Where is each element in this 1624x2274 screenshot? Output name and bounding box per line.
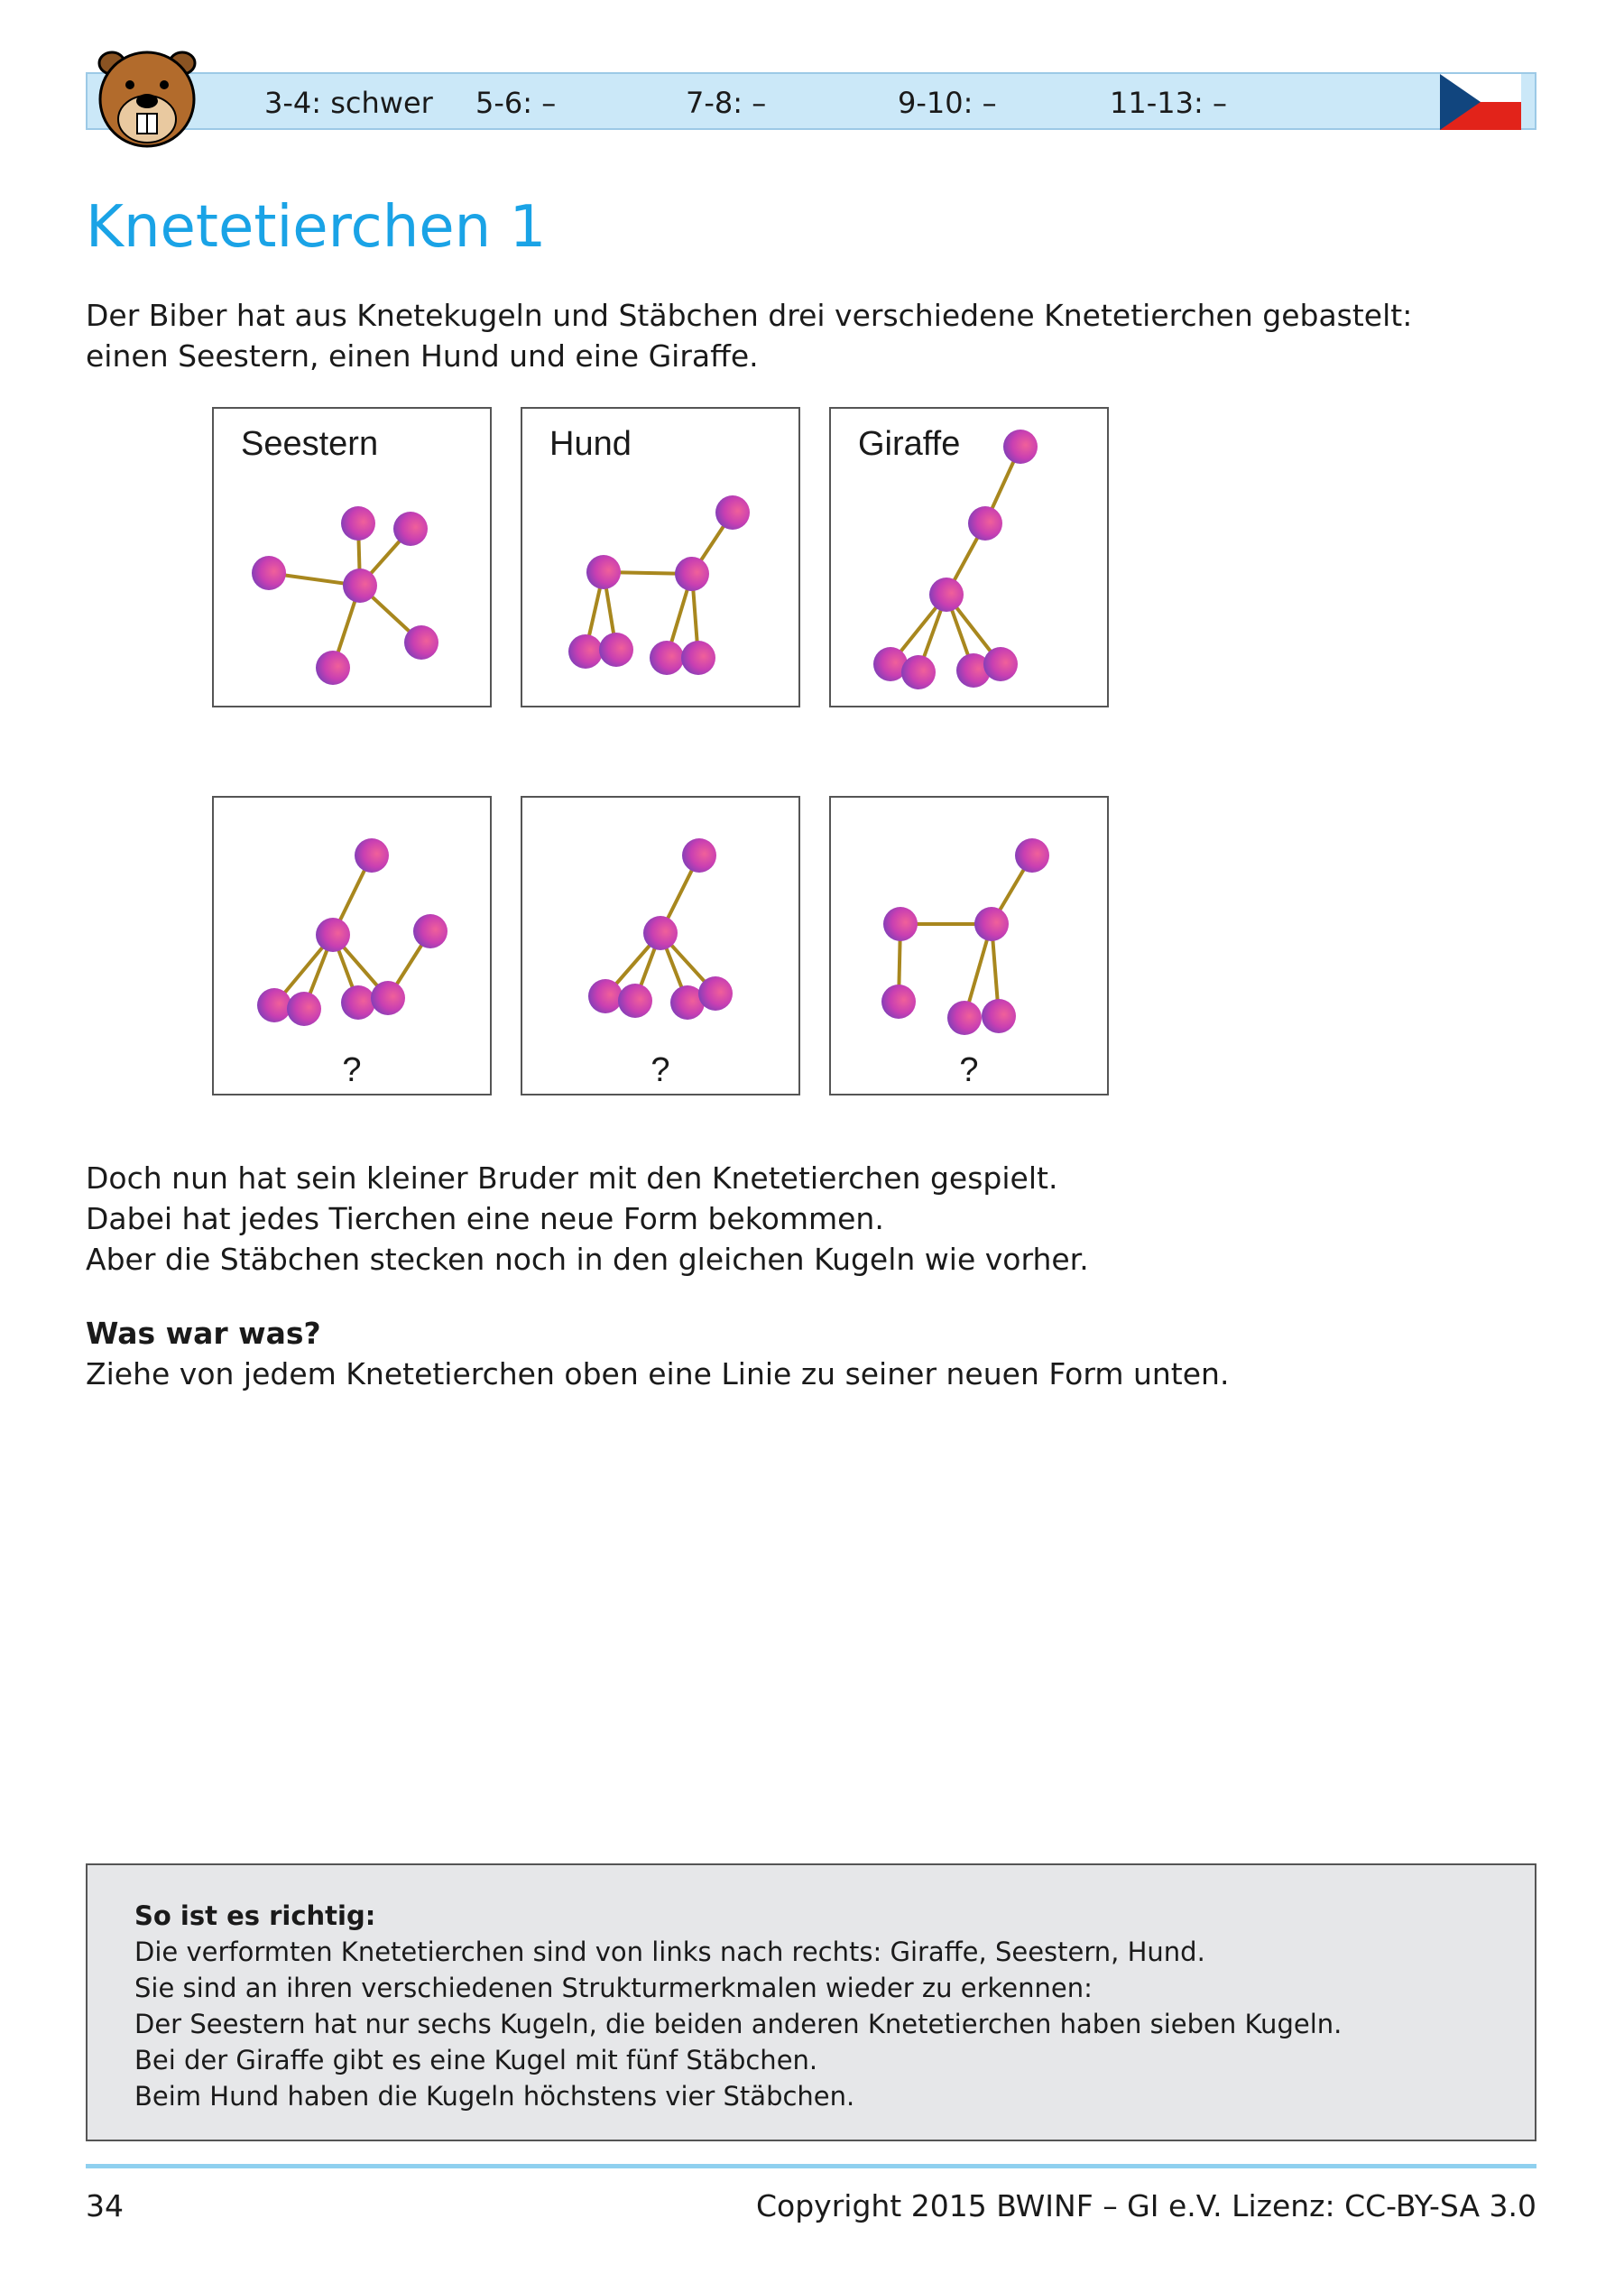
- question-heading: Was war was?: [86, 1316, 321, 1351]
- clay-ball: [650, 641, 684, 675]
- answer-line: Die verformten Knetetierchen sind von links nach rechts: Giraffe, Seestern, Hund.: [134, 1937, 1205, 1967]
- question-instruction: Ziehe von jedem Knetetierchen oben eine Linie zu seiner neuen Form unten.: [86, 1356, 1230, 1391]
- clay-ball: [371, 981, 405, 1015]
- clay-ball: [675, 557, 709, 591]
- intro-text: [86, 295, 1412, 376]
- answer-line: Der Seestern hat nur sechs Kugeln, die beiden anderen Knetetierchen haben sieben Kugeln.: [134, 2009, 1343, 2039]
- age-group-9-10: 9-10: –: [898, 86, 997, 120]
- clay-ball: [715, 495, 750, 530]
- clay-ball: [586, 555, 621, 589]
- clay-ball: [393, 512, 428, 546]
- clay-ball: [883, 907, 918, 941]
- age-group-5-6: 5-6: –: [475, 86, 557, 120]
- figure-unknown-1: [214, 798, 490, 1094]
- clay-ball: [982, 999, 1016, 1033]
- clay-ball: [682, 838, 716, 873]
- age-group-7-8: 7-8: –: [686, 86, 767, 120]
- question-mark: ?: [651, 1051, 670, 1089]
- clay-ball: [968, 506, 1002, 541]
- question-mark: ?: [959, 1051, 979, 1089]
- clay-ball: [287, 992, 321, 1026]
- panel-unknown-3: [829, 796, 1109, 1095]
- answer-heading: So ist es richtig:: [134, 1900, 376, 1931]
- question-block: [86, 1313, 1229, 1394]
- figure-hund: [522, 409, 798, 706]
- panel-seestern: [212, 407, 492, 707]
- clay-ball: [947, 1001, 982, 1035]
- clay-ball: [341, 506, 375, 541]
- figure-giraffe: [831, 409, 1107, 706]
- panel-unknown-2: [521, 796, 800, 1095]
- czech-flag-icon: [1440, 74, 1521, 130]
- animal-label-seestern: Seestern: [241, 425, 379, 463]
- clay-ball: [257, 988, 291, 1022]
- answer-box: [86, 1863, 1536, 2141]
- clay-ball: [355, 838, 389, 873]
- clay-ball: [681, 641, 715, 675]
- clay-ball: [252, 556, 286, 590]
- figure-seestern: [214, 409, 490, 706]
- clay-ball: [343, 568, 377, 603]
- intro-line: Der Biber hat aus Knetekugeln und Stäbchen drei verschiedene Knetetierchen gebastelt:: [86, 298, 1413, 333]
- panel-hund: [521, 407, 800, 707]
- animal-label-hund: Hund: [549, 425, 632, 463]
- clay-ball: [588, 979, 623, 1013]
- footer-divider: [86, 2164, 1536, 2168]
- clay-ball: [974, 907, 1009, 941]
- question-mark: ?: [342, 1051, 362, 1089]
- clay-ball: [643, 916, 678, 950]
- story-line: Aber die Stäbchen stecken noch in den gleichen Kugeln wie vorher.: [86, 1242, 1089, 1277]
- panel-giraffe: [829, 407, 1109, 707]
- clay-ball: [901, 655, 936, 689]
- animal-label-giraffe: Giraffe: [858, 425, 961, 463]
- answer-line: Sie sind an ihren verschiedenen Strukturmerkmalen wieder zu erkennen:: [134, 1973, 1093, 2003]
- answer-line: Bei der Giraffe gibt es eine Kugel mit fünf Stäbchen.: [134, 2045, 818, 2075]
- clay-ball: [618, 984, 652, 1018]
- clay-ball: [1015, 838, 1049, 873]
- beaver-logo-icon: [85, 40, 209, 155]
- age-group-3-4: 3-4: schwer: [264, 86, 433, 120]
- figure-unknown-2: [522, 798, 798, 1094]
- clay-ball: [1003, 430, 1038, 464]
- panel-unknown-1: [212, 796, 492, 1095]
- clay-ball: [698, 976, 733, 1011]
- clay-ball: [599, 633, 633, 667]
- copyright-notice: Copyright 2015 BWINF – GI e.V. Lizenz: CC-BY-SA 3.0: [756, 2188, 1536, 2223]
- clay-ball: [316, 651, 350, 685]
- clay-ball: [568, 634, 603, 669]
- age-group-11-13: 11-13: –: [1110, 86, 1227, 120]
- clay-ball: [929, 578, 964, 612]
- story-line: Doch nun hat sein kleiner Bruder mit den Knetetierchen gespielt.: [86, 1160, 1058, 1196]
- clay-ball: [341, 985, 375, 1020]
- story-text: [86, 1158, 1089, 1280]
- page-number: 34: [86, 2188, 124, 2223]
- page-title: Knetetierchen 1: [86, 194, 547, 261]
- story-line: Dabei hat jedes Tierchen eine neue Form bekommen.: [86, 1201, 884, 1236]
- answer-line: Beim Hund haben die Kugeln höchstens vier Stäbchen.: [134, 2081, 855, 2112]
- clay-ball: [404, 625, 438, 660]
- clay-ball: [316, 918, 350, 952]
- clay-ball: [983, 647, 1018, 681]
- clay-ball: [413, 914, 448, 948]
- figure-unknown-3: [831, 798, 1107, 1094]
- clay-ball: [881, 984, 916, 1019]
- intro-line: einen Seestern, einen Hund und eine Giraffe.: [86, 338, 759, 374]
